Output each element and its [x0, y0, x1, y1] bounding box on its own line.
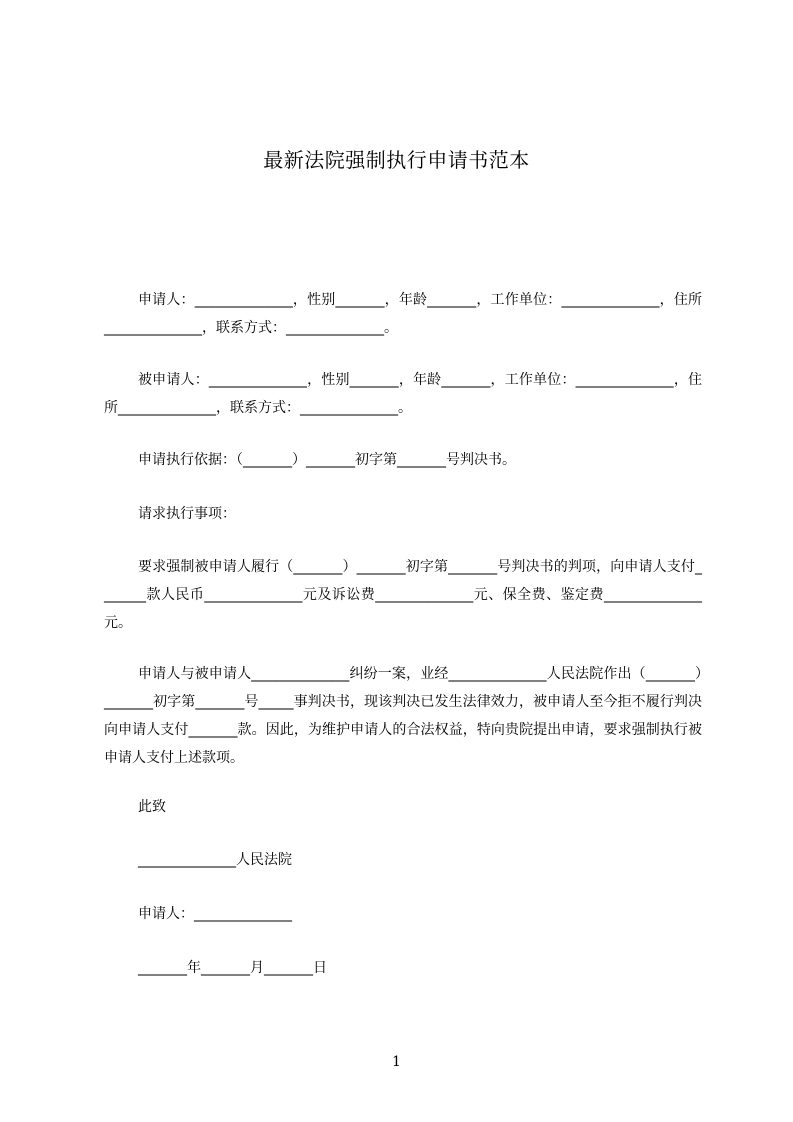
applicant-paragraph: 申请人：______________，性别_______，年龄_______，工作单位：______________，住所______________，联系方式：______________。 — [104, 292, 702, 336]
facts-paragraph: 申请人与被申请人______________纠纷一案，业经______________人民法院作出（_______）_______初字第_______号_____事判决书，现该判决已发生法律效力，被申请人至今拒不履行判决向申请人支付_______款。因此，为维护申请人的合法权益，特向贵院提出申请，要求强制执行被申请人支付上述款项。 — [104, 666, 702, 766]
court-line: ______________人民法院 — [138, 852, 292, 868]
signature-line: 申请人：______________ — [138, 906, 292, 922]
execution-basis-line: 申请执行依据：（_______）_______初字第_______号判决书。 — [138, 452, 516, 468]
closing-line: 此致 — [138, 799, 166, 815]
document-title: 最新法院强制执行申请书范本 — [263, 148, 530, 172]
page-number: 1 — [392, 1054, 401, 1070]
date-line: _______年_______月_______日 — [138, 960, 327, 976]
request-heading: 请求执行事项： — [138, 506, 236, 522]
respondent-paragraph: 被申请人：______________，性别_______，年龄_______，工作单位：______________，住所______________，联系方式：______________。 — [104, 372, 702, 416]
request-paragraph: 要求强制被申请人履行（_______）_______初字第_______号判决书的判项，向申请人支付_______款人民币______________元及诉讼费______________元、保全费、鉴定费______________元。 — [104, 559, 702, 631]
